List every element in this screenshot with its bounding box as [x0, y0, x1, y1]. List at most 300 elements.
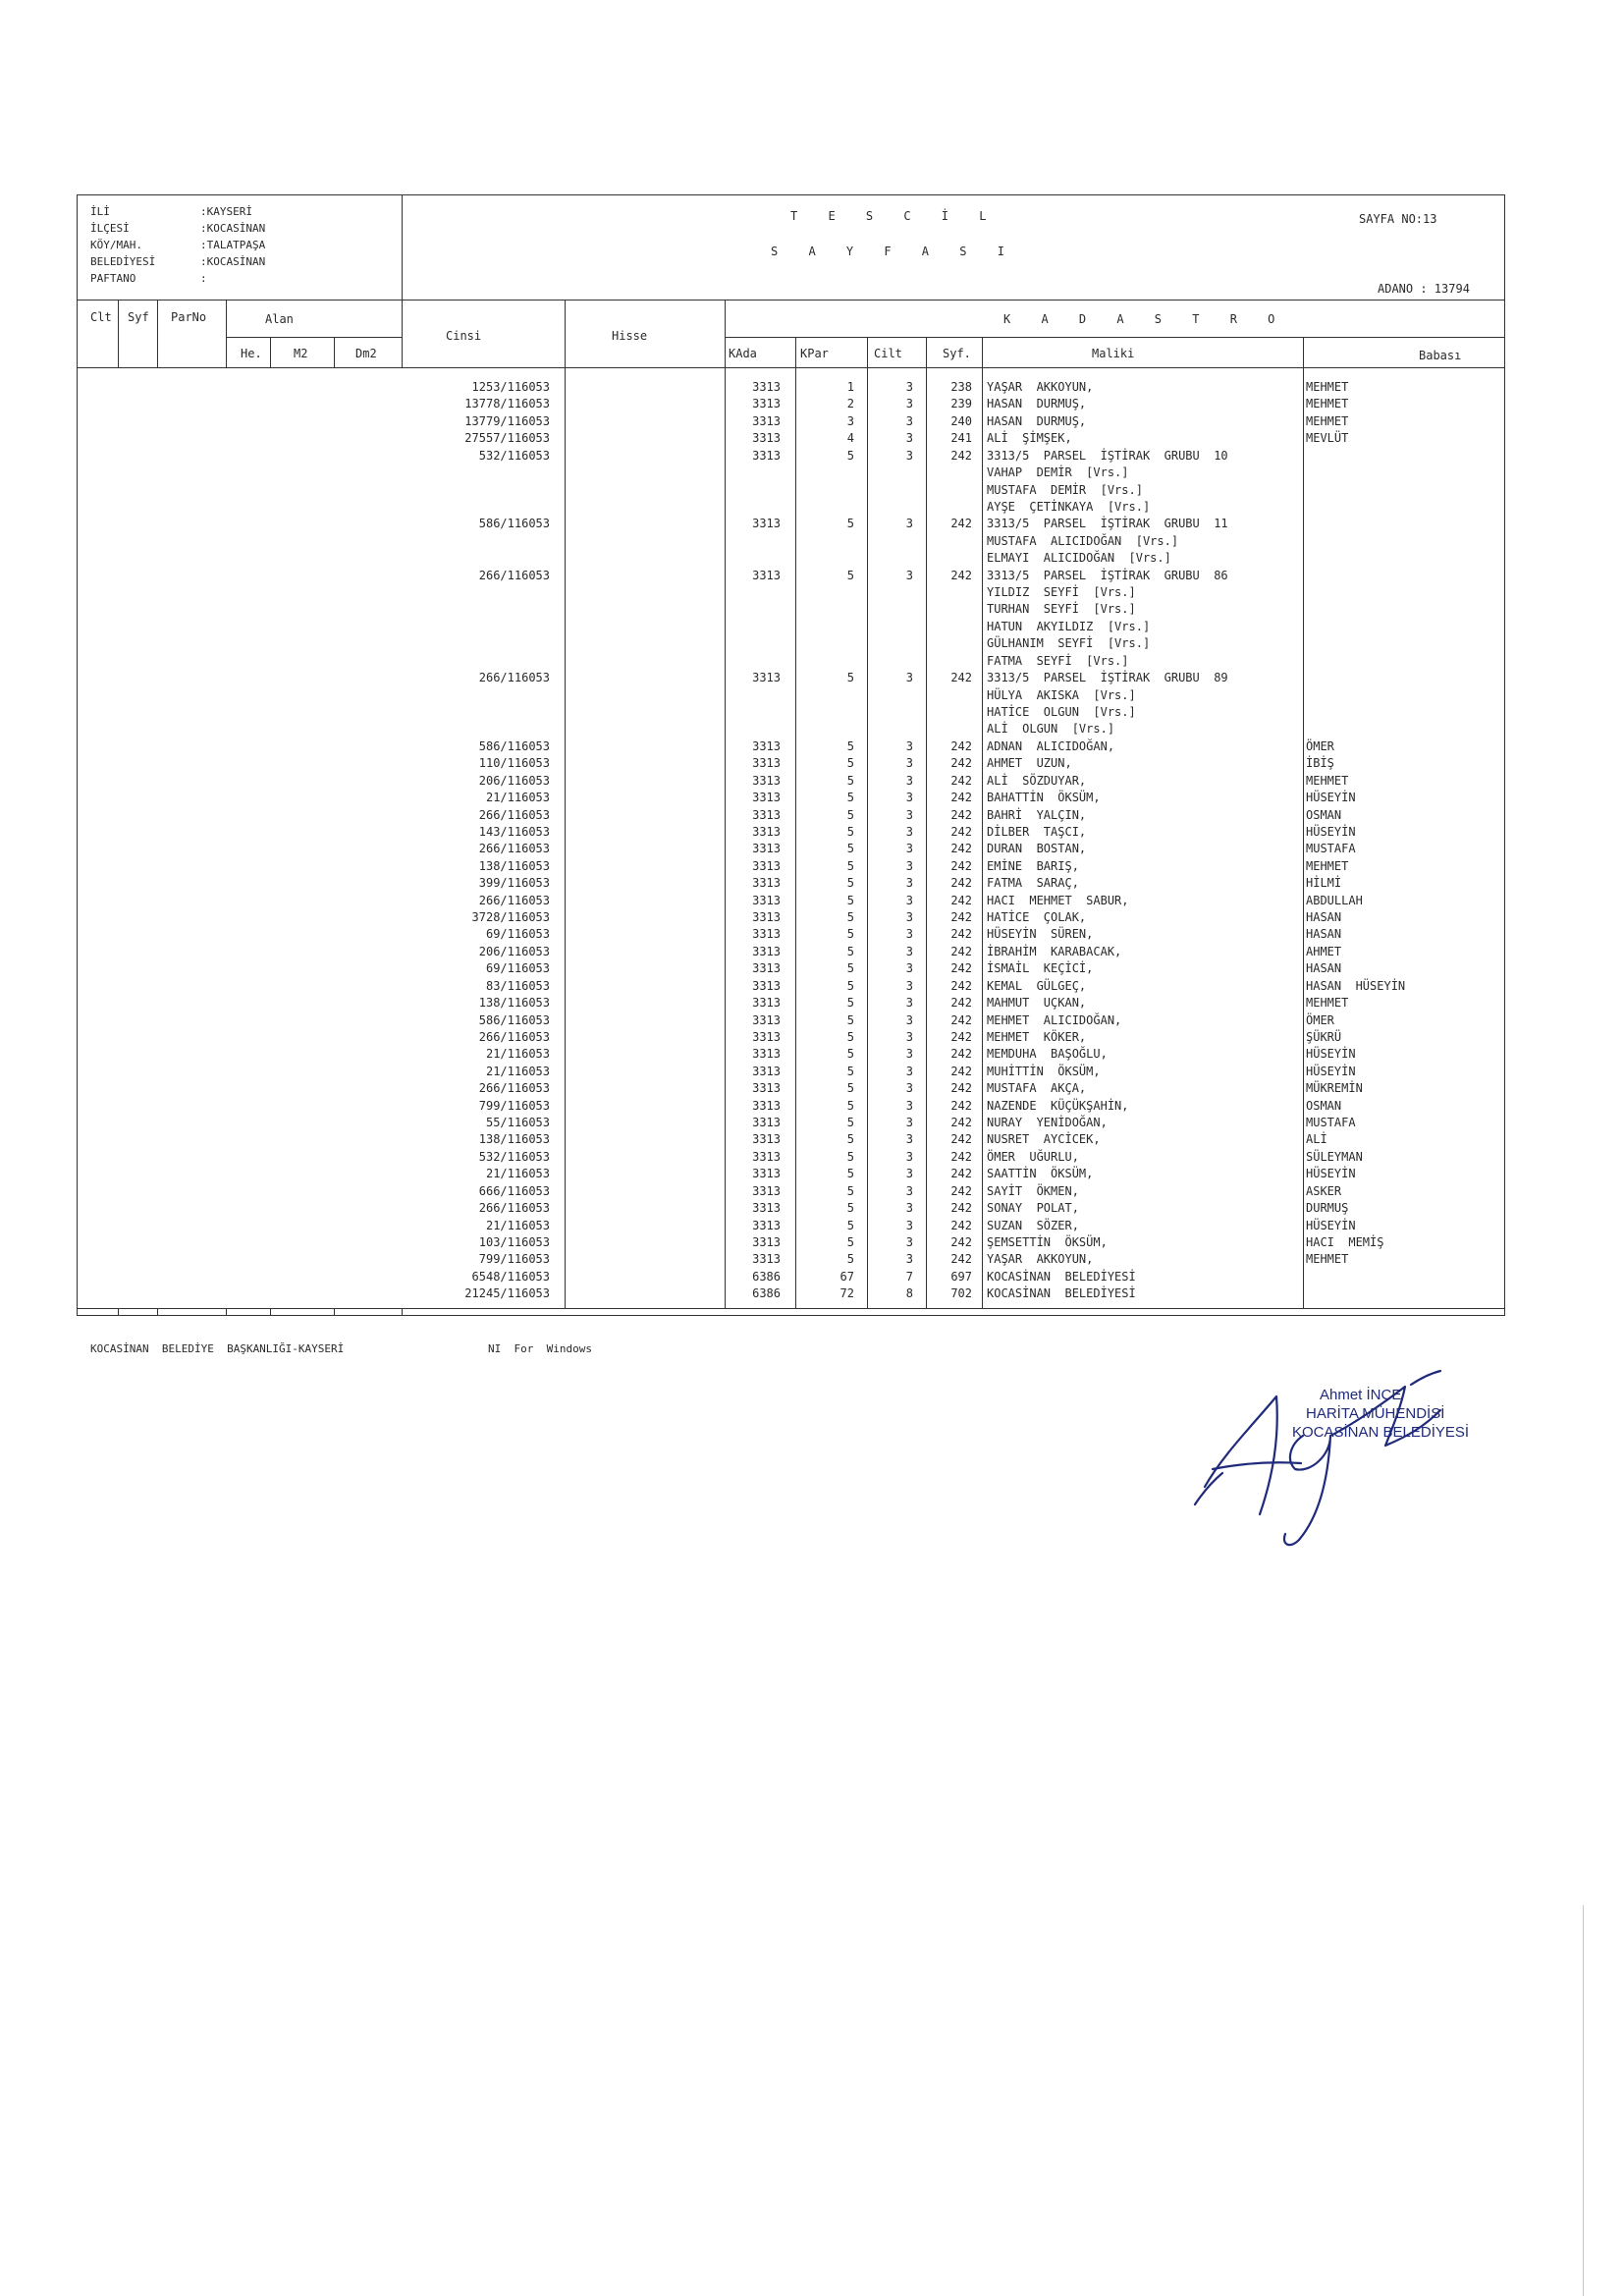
- cell-syf: 702: [950, 1286, 972, 1301]
- cell-kada: 3313: [752, 1064, 781, 1078]
- column-header-rule: [77, 367, 1505, 368]
- cell-maliki: MUSTAFA DEMİR [Vrs.]: [987, 482, 1143, 497]
- col-kadastro: K A D A S T R O: [1003, 312, 1287, 326]
- cell-cilt: 3: [905, 996, 913, 1011]
- col-sep: [118, 300, 119, 367]
- header-rule: [77, 300, 1505, 301]
- cell-hisse: 266/116053: [478, 893, 550, 907]
- cell-syf: 242: [950, 1116, 972, 1130]
- cell-kpar: 5: [846, 807, 854, 822]
- cell-kada: 3313: [752, 397, 781, 411]
- cell-maliki: YAŞAR AKKOYUN,: [987, 1252, 1094, 1267]
- cell-syf: 242: [950, 1029, 972, 1044]
- cell-hisse: 532/116053: [478, 1149, 550, 1164]
- cell-kada: 3313: [752, 978, 781, 993]
- cell-maliki: AHMET UZUN,: [987, 756, 1072, 771]
- cell-maliki: HASAN DURMUŞ,: [987, 413, 1087, 428]
- cell-maliki: GÜLHANIM SEYFİ [Vrs.]: [987, 636, 1151, 651]
- cell-kpar: 5: [846, 858, 854, 873]
- cell-cilt: 3: [905, 1012, 913, 1027]
- cell-hisse: 69/116053: [485, 927, 550, 942]
- cell-hisse: 266/116053: [478, 842, 550, 856]
- cell-kpar: 5: [846, 1081, 854, 1096]
- cell-kpar: 5: [846, 927, 854, 942]
- cell-maliki: MUSTAFA ALICIDOĞAN [Vrs.]: [987, 533, 1179, 548]
- col-sep: [334, 1308, 335, 1316]
- cell-kada: 3313: [752, 413, 781, 428]
- cell-syf: 242: [950, 1235, 972, 1249]
- cell-kada: 3313: [752, 1149, 781, 1164]
- col-clt: Clt: [90, 310, 112, 324]
- cell-maliki: MUHİTTİN ÖKSÜM,: [987, 1064, 1101, 1078]
- cell-kpar: 67: [839, 1269, 854, 1284]
- cell-babasi: MEHMET: [1306, 397, 1349, 411]
- cell-syf: 239: [950, 397, 972, 411]
- cell-maliki: BAHATTİN ÖKSÜM,: [987, 791, 1101, 805]
- cell-kpar: 5: [846, 996, 854, 1011]
- cell-hisse: 21/116053: [485, 1218, 550, 1232]
- cell-hisse: 21/116053: [485, 791, 550, 805]
- cell-hisse: 138/116053: [478, 996, 550, 1011]
- cell-cilt: 3: [905, 978, 913, 993]
- cell-hisse: 143/116053: [478, 824, 550, 839]
- cell-cilt: 3: [905, 380, 913, 394]
- cell-kpar: 1: [846, 380, 854, 394]
- cell-cilt: 3: [905, 910, 913, 925]
- title-line-1: T E S C İ L: [790, 209, 999, 223]
- cell-hisse: 21/116053: [485, 1064, 550, 1078]
- cell-babasi: HASAN: [1306, 910, 1342, 925]
- cell-maliki: HATİCE OLGUN [Vrs.]: [987, 704, 1136, 719]
- cell-kada: 6386: [752, 1269, 781, 1284]
- cell-babasi: HÜSEYİN: [1306, 1064, 1356, 1078]
- cell-kpar: 5: [846, 944, 854, 958]
- cell-hisse: 3728/116053: [471, 910, 550, 925]
- cell-kpar: 5: [846, 671, 854, 685]
- stamp-name: Ahmet İNCE: [1320, 1387, 1402, 1403]
- cell-hisse: 110/116053: [478, 756, 550, 771]
- cell-babasi: HÜSEYİN: [1306, 791, 1356, 805]
- col-m2: M2: [294, 347, 308, 360]
- col-maliki: Maliki: [1092, 347, 1135, 360]
- cell-kada: 3313: [752, 773, 781, 788]
- cell-maliki: BAHRİ YALÇIN,: [987, 807, 1087, 822]
- cell-cilt: 3: [905, 431, 913, 446]
- cell-kpar: 5: [846, 448, 854, 463]
- col-babasi: Babası: [1419, 349, 1462, 362]
- cell-babasi: HİLMİ: [1306, 876, 1342, 891]
- col-kpar: KPar: [800, 347, 829, 360]
- cell-hisse: 799/116053: [478, 1098, 550, 1113]
- cell-maliki: EMİNE BARIŞ,: [987, 858, 1079, 873]
- cell-kpar: 5: [846, 791, 854, 805]
- col-sep: [1303, 337, 1304, 1308]
- cell-cilt: 3: [905, 791, 913, 805]
- cell-syf: 242: [950, 1149, 972, 1164]
- cell-hisse: 13779/116053: [464, 413, 550, 428]
- col-sep: [982, 337, 983, 1308]
- cell-cilt: 3: [905, 1149, 913, 1164]
- cell-hisse: 21/116053: [485, 1167, 550, 1181]
- cell-babasi: DURMUŞ: [1306, 1201, 1349, 1216]
- tescil-table-frame: [77, 194, 1505, 1316]
- stamp-office: KOCASİNAN BELEDİYESİ: [1292, 1424, 1470, 1441]
- col-sep: [157, 300, 158, 367]
- cell-babasi: MEHMET: [1306, 773, 1349, 788]
- col-sep: [226, 1308, 227, 1316]
- cell-babasi: SÜLEYMAN: [1306, 1149, 1363, 1164]
- cell-babasi: HÜSEYİN: [1306, 1047, 1356, 1062]
- cell-babasi: MEHMET: [1306, 1252, 1349, 1267]
- cell-syf: 242: [950, 1201, 972, 1216]
- cell-maliki: ELMAYI ALICIDOĞAN [Vrs.]: [987, 551, 1171, 566]
- col-sep: [334, 337, 335, 367]
- cell-syf: 241: [950, 431, 972, 446]
- ada-number: ADANO : 13794: [1378, 282, 1470, 296]
- cell-hisse: 799/116053: [478, 1252, 550, 1267]
- cell-maliki: YAŞAR AKKOYUN,: [987, 380, 1094, 394]
- col-hisse: Hisse: [612, 329, 648, 343]
- col-sep: [402, 1308, 403, 1316]
- cell-maliki: 3313/5 PARSEL İŞTİRAK GRUBU 10: [987, 448, 1228, 463]
- cell-hisse: 586/116053: [478, 738, 550, 753]
- cell-babasi: ÖMER: [1306, 1012, 1334, 1027]
- cell-kada: 3313: [752, 858, 781, 873]
- col-sep: [725, 300, 726, 1308]
- cell-syf: 242: [950, 1047, 972, 1062]
- cell-kada: 3313: [752, 1132, 781, 1147]
- cell-maliki: İSMAİL KEÇİCİ,: [987, 961, 1094, 976]
- cell-cilt: 3: [905, 1201, 913, 1216]
- cell-cilt: 3: [905, 1098, 913, 1113]
- col-sep: [118, 1308, 119, 1316]
- cell-kada: 3313: [752, 927, 781, 942]
- cell-maliki: HASAN DURMUŞ,: [987, 397, 1087, 411]
- cell-cilt: 3: [905, 1047, 913, 1062]
- cell-maliki: ALİ ŞİMŞEK,: [987, 431, 1072, 446]
- cell-cilt: 3: [905, 568, 913, 582]
- cell-kpar: 5: [846, 1252, 854, 1267]
- cell-syf: 242: [950, 1183, 972, 1198]
- cell-kada: 3313: [752, 1029, 781, 1044]
- cell-cilt: 8: [905, 1286, 913, 1301]
- col-sep: [402, 300, 403, 367]
- info-label: KÖY/MAH.: [90, 239, 142, 251]
- cell-syf: 238: [950, 380, 972, 394]
- cell-kada: 3313: [752, 671, 781, 685]
- cell-babasi: MEHMET: [1306, 380, 1349, 394]
- cell-kada: 3313: [752, 1218, 781, 1232]
- cell-kada: 3313: [752, 1235, 781, 1249]
- info-label: İLİ: [90, 205, 110, 218]
- cell-kada: 3313: [752, 1012, 781, 1027]
- cell-maliki: MEHMET KÖKER,: [987, 1029, 1087, 1044]
- cell-syf: 697: [950, 1269, 972, 1284]
- cell-kpar: 5: [846, 824, 854, 839]
- cell-kpar: 4: [846, 431, 854, 446]
- cell-kpar: 5: [846, 1167, 854, 1181]
- col-parno: ParNo: [171, 310, 207, 324]
- info-value: :KOCASİNAN: [200, 255, 266, 268]
- cell-kada: 3313: [752, 431, 781, 446]
- cell-kpar: 5: [846, 1116, 854, 1130]
- cell-maliki: KEMAL GÜLGEÇ,: [987, 978, 1087, 993]
- cell-cilt: 3: [905, 1081, 913, 1096]
- cell-kpar: 72: [839, 1286, 854, 1301]
- cell-babasi: HASAN: [1306, 927, 1342, 942]
- col-cinsi: Cinsi: [446, 329, 482, 343]
- cell-kpar: 5: [846, 876, 854, 891]
- info-value: :: [200, 272, 207, 285]
- cell-cilt: 3: [905, 1183, 913, 1198]
- header-divider: [402, 194, 403, 300]
- cell-kpar: 5: [846, 1064, 854, 1078]
- info-label: BELEDİYESİ: [90, 255, 156, 268]
- cell-kada: 3313: [752, 1116, 781, 1130]
- cell-babasi: İBİŞ: [1306, 756, 1334, 771]
- cell-hisse: 206/116053: [478, 944, 550, 958]
- info-value: :KOCASİNAN: [200, 222, 266, 235]
- footer-right: NI For Windows: [488, 1342, 592, 1355]
- cell-maliki: SAYİT ÖKMEN,: [987, 1183, 1079, 1198]
- cell-syf: 242: [950, 1218, 972, 1232]
- cell-syf: 242: [950, 893, 972, 907]
- cell-kpar: 5: [846, 756, 854, 771]
- page-number: SAYFA NO:13: [1359, 212, 1437, 226]
- cell-cilt: 3: [905, 671, 913, 685]
- col-sep: [565, 300, 566, 1308]
- cell-maliki: HÜLYA AKISKA [Vrs.]: [987, 687, 1136, 702]
- cell-maliki: HACI MEHMET SABUR,: [987, 893, 1129, 907]
- cell-kpar: 5: [846, 1098, 854, 1113]
- cell-maliki: İBRAHİM KARABACAK,: [987, 944, 1122, 958]
- col-sep: [270, 1308, 271, 1316]
- cell-syf: 242: [950, 791, 972, 805]
- cell-syf: 242: [950, 568, 972, 582]
- cell-cilt: 3: [905, 1116, 913, 1130]
- col-syf: Syf: [128, 310, 149, 324]
- cell-kada: 3313: [752, 807, 781, 822]
- cell-syf: 242: [950, 1012, 972, 1027]
- alan-rule: [226, 337, 402, 338]
- info-label: PAFTANO: [90, 272, 136, 285]
- col-dm2: Dm2: [355, 347, 377, 360]
- cell-babasi: HÜSEYİN: [1306, 1167, 1356, 1181]
- cell-syf: 242: [950, 1098, 972, 1113]
- cell-kada: 3313: [752, 1098, 781, 1113]
- cell-hisse: 138/116053: [478, 858, 550, 873]
- cell-cilt: 3: [905, 858, 913, 873]
- cell-kpar: 5: [846, 1029, 854, 1044]
- cell-kpar: 5: [846, 910, 854, 925]
- cell-babasi: ŞÜKRÜ: [1306, 1029, 1342, 1044]
- bottom-rule: [77, 1308, 1505, 1309]
- cell-kada: 3313: [752, 568, 781, 582]
- cell-syf: 240: [950, 413, 972, 428]
- cell-cilt: 3: [905, 1064, 913, 1078]
- cell-kpar: 5: [846, 1201, 854, 1216]
- cell-maliki: HÜSEYİN SÜREN,: [987, 927, 1094, 942]
- info-value: :KAYSERİ: [200, 205, 252, 218]
- cell-kpar: 5: [846, 978, 854, 993]
- footer-left: KOCASİNAN BELEDİYE BAŞKANLIĞI-KAYSERİ: [90, 1342, 345, 1355]
- cell-babasi: HASAN HÜSEYİN: [1306, 978, 1406, 993]
- cell-cilt: 3: [905, 1235, 913, 1249]
- cell-babasi: MÜKREMİN: [1306, 1081, 1363, 1096]
- cell-hisse: 55/116053: [485, 1116, 550, 1130]
- cell-kpar: 5: [846, 1235, 854, 1249]
- cell-babasi: HÜSEYİN: [1306, 824, 1356, 839]
- cell-maliki: DİLBER TAŞCI,: [987, 824, 1087, 839]
- col-sep: [867, 337, 868, 1308]
- cell-kada: 3313: [752, 996, 781, 1011]
- cell-kada: 3313: [752, 1047, 781, 1062]
- cell-hisse: 103/116053: [478, 1235, 550, 1249]
- cell-kada: 3313: [752, 1201, 781, 1216]
- cell-kpar: 5: [846, 1047, 854, 1062]
- cell-hisse: 266/116053: [478, 1029, 550, 1044]
- cell-babasi: AHMET: [1306, 944, 1342, 958]
- cell-kpar: 5: [846, 517, 854, 531]
- cell-kpar: 5: [846, 842, 854, 856]
- cell-cilt: 3: [905, 1029, 913, 1044]
- cell-kpar: 5: [846, 568, 854, 582]
- cell-hisse: 532/116053: [478, 448, 550, 463]
- cell-maliki: KOCASİNAN BELEDİYESİ: [987, 1269, 1136, 1284]
- cell-babasi: HASAN: [1306, 961, 1342, 976]
- cell-babasi: HACI MEMİŞ: [1306, 1235, 1384, 1249]
- cell-cilt: 3: [905, 1252, 913, 1267]
- cell-maliki: VAHAP DEMİR [Vrs.]: [987, 465, 1129, 480]
- cell-cilt: 3: [905, 893, 913, 907]
- cell-kada: 3313: [752, 842, 781, 856]
- cell-kpar: 2: [846, 397, 854, 411]
- cell-kada: 3313: [752, 876, 781, 891]
- cell-cilt: 3: [905, 1132, 913, 1147]
- cell-kada: 3313: [752, 893, 781, 907]
- cell-hisse: 69/116053: [485, 961, 550, 976]
- title-line-2: S A Y F A S I: [771, 245, 1016, 258]
- cell-kada: 3313: [752, 824, 781, 839]
- cell-babasi: OSMAN: [1306, 1098, 1342, 1113]
- cell-maliki: DURAN BOSTAN,: [987, 842, 1087, 856]
- cell-maliki: AYŞE ÇETİNKAYA [Vrs.]: [987, 499, 1151, 514]
- col-cilt: Cilt: [874, 347, 902, 360]
- cell-syf: 242: [950, 996, 972, 1011]
- cell-cilt: 3: [905, 876, 913, 891]
- col-sep: [270, 337, 271, 367]
- cell-cilt: 3: [905, 1167, 913, 1181]
- cell-hisse: 266/116053: [478, 807, 550, 822]
- cell-syf: 242: [950, 858, 972, 873]
- cell-syf: 242: [950, 773, 972, 788]
- cell-maliki: ALİ SÖZDUYAR,: [987, 773, 1087, 788]
- cell-kada: 3313: [752, 517, 781, 531]
- cell-maliki: 3313/5 PARSEL İŞTİRAK GRUBU 11: [987, 517, 1228, 531]
- col-syf2: Syf.: [943, 347, 971, 360]
- cell-hisse: 266/116053: [478, 568, 550, 582]
- cell-cilt: 3: [905, 448, 913, 463]
- cell-cilt: 7: [905, 1269, 913, 1284]
- cell-kpar: 5: [846, 1218, 854, 1232]
- cell-maliki: HATUN AKYILDIZ [Vrs.]: [987, 619, 1151, 633]
- cell-syf: 242: [950, 876, 972, 891]
- cell-babasi: ASKER: [1306, 1183, 1342, 1198]
- cell-maliki: SUZAN SÖZER,: [987, 1218, 1079, 1232]
- col-sep: [795, 337, 796, 1308]
- cell-maliki: ALİ OLGUN [Vrs.]: [987, 722, 1115, 737]
- cell-kada: 3313: [752, 448, 781, 463]
- cell-hisse: 266/116053: [478, 671, 550, 685]
- cell-kpar: 5: [846, 893, 854, 907]
- cell-maliki: NAZENDE KÜÇÜKŞAHİN,: [987, 1098, 1129, 1113]
- cell-cilt: 3: [905, 824, 913, 839]
- cell-syf: 242: [950, 1252, 972, 1267]
- cell-babasi: MEHMET: [1306, 996, 1349, 1011]
- cell-maliki: NUSRET AYCİCEK,: [987, 1132, 1101, 1147]
- cell-kada: 6386: [752, 1286, 781, 1301]
- cell-maliki: 3313/5 PARSEL İŞTİRAK GRUBU 89: [987, 671, 1228, 685]
- cell-syf: 242: [950, 944, 972, 958]
- cell-kpar: 5: [846, 1012, 854, 1027]
- cell-babasi: ABDULLAH: [1306, 893, 1363, 907]
- scan-edge: [1583, 1905, 1584, 2296]
- cell-kpar: 5: [846, 961, 854, 976]
- cell-cilt: 3: [905, 961, 913, 976]
- cell-kada: 3313: [752, 1167, 781, 1181]
- cell-kada: 3313: [752, 1183, 781, 1198]
- cell-maliki: YILDIZ SEYFİ [Vrs.]: [987, 585, 1136, 600]
- cell-syf: 242: [950, 807, 972, 822]
- col-he: He.: [241, 347, 262, 360]
- cell-cilt: 3: [905, 738, 913, 753]
- cell-maliki: FATMA SEYFİ [Vrs.]: [987, 653, 1129, 668]
- cell-kada: 3313: [752, 910, 781, 925]
- cell-kada: 3313: [752, 738, 781, 753]
- cell-hisse: 138/116053: [478, 1132, 550, 1147]
- cell-kada: 3313: [752, 1252, 781, 1267]
- cell-cilt: 3: [905, 756, 913, 771]
- cell-maliki: TURHAN SEYFİ [Vrs.]: [987, 602, 1136, 617]
- cell-maliki: MEMDUHA BAŞOĞLU,: [987, 1047, 1108, 1062]
- cell-hisse: 27557/116053: [464, 431, 550, 446]
- cell-syf: 242: [950, 961, 972, 976]
- cell-cilt: 3: [905, 842, 913, 856]
- cell-maliki: MAHMUT UÇKAN,: [987, 996, 1087, 1011]
- cell-hisse: 266/116053: [478, 1201, 550, 1216]
- col-sep: [157, 1308, 158, 1316]
- cell-syf: 242: [950, 927, 972, 942]
- cell-syf: 242: [950, 738, 972, 753]
- cell-kpar: 5: [846, 1149, 854, 1164]
- cell-babasi: ALİ: [1306, 1132, 1327, 1147]
- cell-kpar: 5: [846, 1183, 854, 1198]
- cell-hisse: 1253/116053: [471, 380, 550, 394]
- cell-syf: 242: [950, 910, 972, 925]
- cell-babasi: MEHMET: [1306, 858, 1349, 873]
- cell-hisse: 13778/116053: [464, 397, 550, 411]
- info-value: :TALATPAŞA: [200, 239, 266, 251]
- cell-maliki: ŞEMSETTİN ÖKSÜM,: [987, 1235, 1108, 1249]
- cell-syf: 242: [950, 756, 972, 771]
- col-sep: [226, 300, 227, 367]
- cell-cilt: 3: [905, 807, 913, 822]
- cell-cilt: 3: [905, 927, 913, 942]
- cell-babasi: MUSTAFA: [1306, 842, 1356, 856]
- col-alan: Alan: [265, 312, 294, 326]
- cell-kada: 3313: [752, 791, 781, 805]
- cell-syf: 242: [950, 824, 972, 839]
